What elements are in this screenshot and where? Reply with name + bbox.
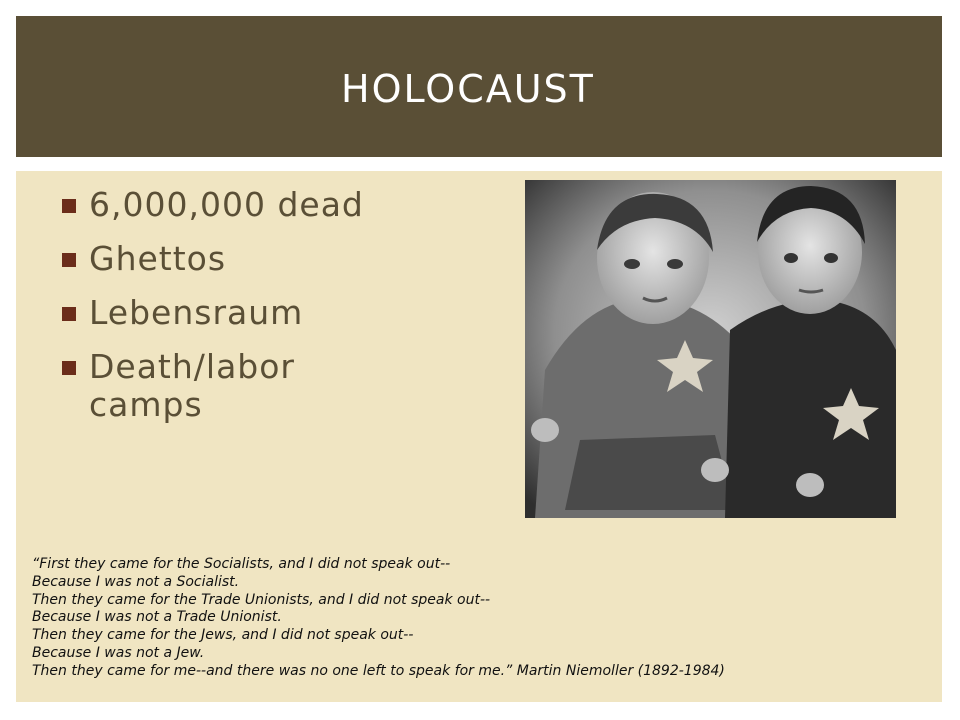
bullet-item: [62, 294, 402, 332]
bullet-marker-icon: [62, 199, 76, 213]
quote-line: Because I was not a Trade Unionist.: [32, 609, 282, 626]
bullet-item: [62, 240, 402, 278]
quote-line: Because I was not a Socialist.: [32, 573, 240, 590]
bullet-text: Ghettos: [89, 239, 227, 278]
bullet-marker-icon: [62, 361, 76, 375]
quote-line: Then they came for the Jews, and I did not speak out--: [32, 627, 414, 644]
quote-line: Then they came for the Trade Unionists, and I did not speak out--: [32, 591, 491, 608]
bullet-item: [62, 348, 402, 424]
bullet-list: [62, 186, 402, 440]
photo-image: [525, 180, 896, 518]
bullet-text: Death/labor camps: [89, 347, 296, 424]
bullet-text: Lebensraum: [89, 293, 304, 332]
bullet-item: [62, 186, 402, 224]
bullet-marker-icon: [62, 307, 76, 321]
quote-line: “First they came for the Socialists, and I did not speak out--: [32, 556, 451, 572]
quote-line: Then they came for me--and there was no one left to speak for me.” Martin Niemoller (1892-1984): [32, 662, 725, 679]
bullet-marker-icon: [62, 253, 76, 267]
slide-title: HOLOCAUST: [341, 67, 595, 111]
quote-line: Because I was not a Jew.: [32, 644, 205, 661]
niemoller-quote: [32, 556, 932, 681]
children-photo: [525, 180, 896, 518]
bullet-text: 6,000,000 dead: [89, 185, 364, 224]
